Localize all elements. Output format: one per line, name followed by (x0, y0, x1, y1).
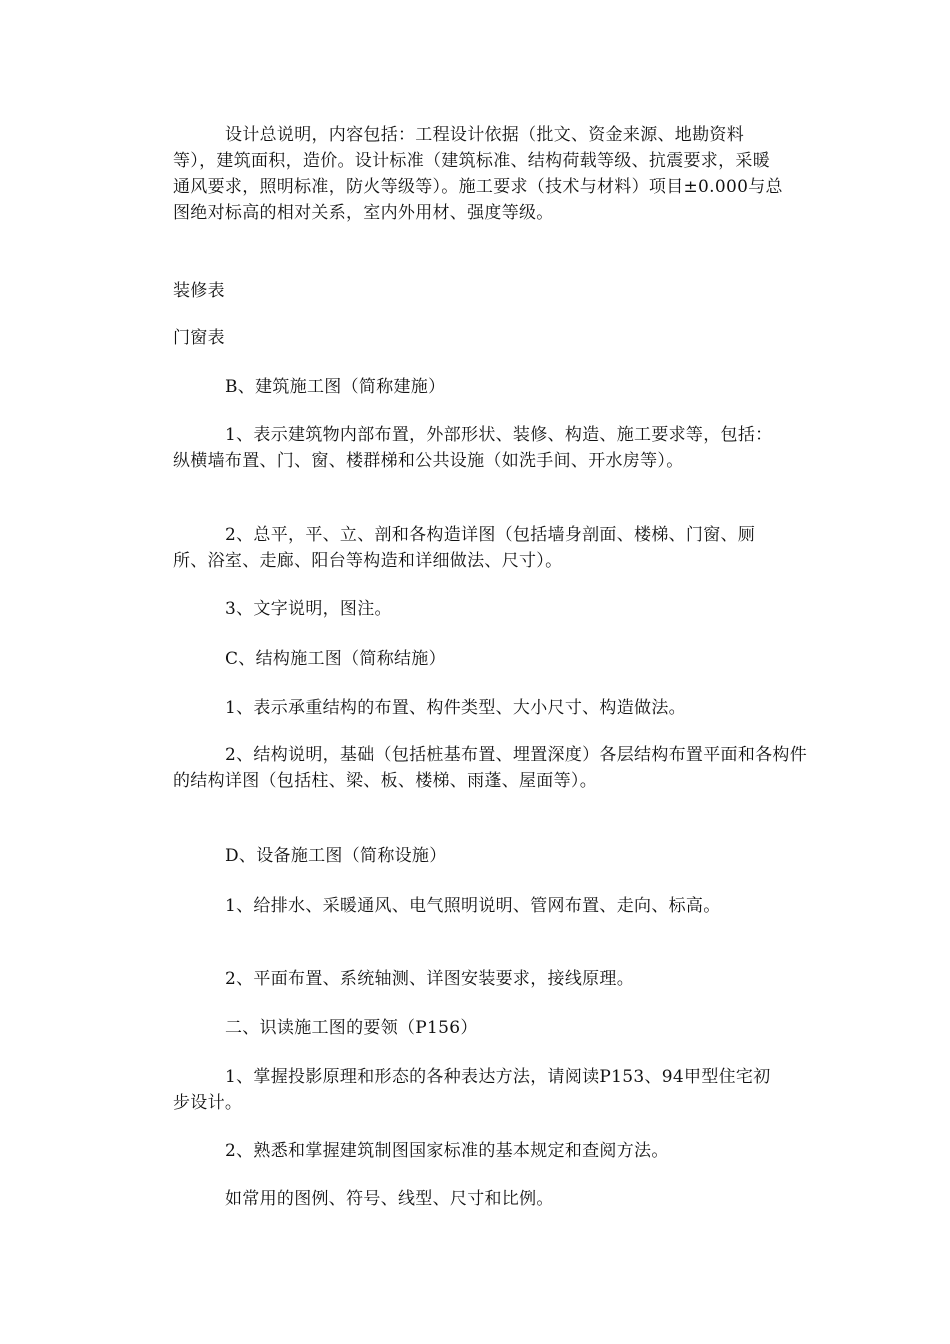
heading-structural-drawings: C、结构施工图（简称结施） (225, 649, 446, 669)
paragraph-door-window-table: 门窗表 (173, 328, 225, 348)
paragraph-equipment-item-2: 2、平面布置、系统轴测、详图安装要求，接线原理。 (225, 969, 635, 989)
heading-equipment-drawings: D、设备施工图（简称设施） (225, 846, 447, 866)
paragraph-structural-item-1: 1、表示承重结构的布置、构件类型、大小尺寸、构造做法。 (225, 698, 686, 718)
paragraph-architectural-item-3: 3、文字说明，图注。 (225, 599, 392, 619)
paragraph-decoration-table: 装修表 (173, 281, 225, 301)
paragraph-structural-item-2: 2、结构说明，基础（包括桩基布置、埋置深度）各层结构布置平面和各构件的结构详图（包括柱、梁、板、楼梯、雨蓬、屋面等）。 (173, 745, 808, 791)
paragraph-architectural-item-1: 1、表示建筑物内部布置，外部形状、装修、构造、施工要求等，包括：纵横墙布置、门、窗、楼群梯和公共设施（如洗手间、开水房等）。 (173, 425, 773, 471)
paragraph-reading-item-2: 2、熟悉和掌握建筑制图国家标准的基本规定和查阅方法。 (225, 1141, 669, 1161)
heading-architectural-drawings: B、建筑施工图（简称建施） (225, 377, 446, 397)
paragraph-reading-note: 如常用的图例、符号、线型、尺寸和比例。 (225, 1189, 554, 1209)
paragraph-design-summary: 设计总说明，内容包括：工程设计依据（批文、资金来源、地勘资料等），建筑面积，造价。设计标准（建筑标准、结构荷载等级、抗震要求，采暖通风要求，照明标准，防火等级等）。施工要求（技术与材料）项目±0.000与总图绝对标高的相对关系，室内外用材、强度等级。 (173, 125, 783, 223)
paragraph-reading-item-1: 1、掌握投影原理和形态的各种表达方法，请阅读P153、94甲型住宅初步设计。 (173, 1067, 771, 1113)
paragraph-architectural-item-2: 2、总平，平、立、剖和各构造详图（包括墙身剖面、楼梯、门窗、厕所、浴室、走廊、阳台等构造和详细做法、尺寸）。 (173, 525, 756, 571)
heading-reading-essentials: 二、识读施工图的要领（P156） (225, 1018, 478, 1038)
paragraph-equipment-item-1: 1、给排水、采暖通风、电气照明说明、管网布置、走向、标高。 (225, 896, 721, 916)
